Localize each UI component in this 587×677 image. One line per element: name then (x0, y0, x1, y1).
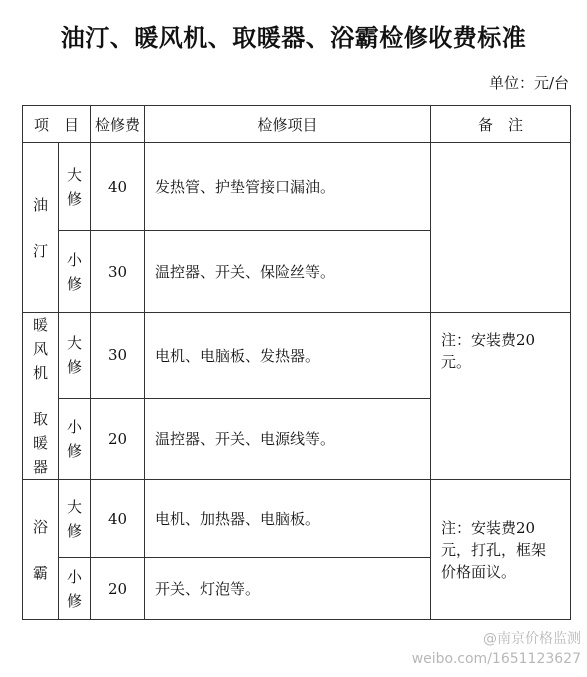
content-cell: 温控器、开关、保险丝等。 (145, 231, 431, 313)
item-name-char: 暖 (32, 434, 48, 452)
fee-cell: 40 (91, 480, 145, 558)
item-name-char: 油 (32, 195, 48, 214)
item-name-char: 霸 (32, 563, 48, 582)
note-cell: 注：安装费20元，打孔，框架价格面议。 (431, 480, 571, 620)
grade-char: 修 (67, 274, 83, 293)
table-row (23, 480, 571, 558)
grade-cell (59, 398, 91, 479)
fee-cell: 20 (91, 398, 145, 479)
grade-cell (59, 143, 91, 231)
watermark-url: weibo.com/1651123627 (411, 651, 581, 667)
content-cell: 电机、电脑板、发热器。 (145, 313, 431, 399)
grade-cell (59, 313, 91, 399)
item-name-cell (23, 313, 59, 480)
header-note: 备 注 (431, 106, 571, 143)
fee-cell: 40 (91, 143, 145, 231)
table-header-row (23, 106, 571, 143)
item-name-char: 器 (32, 458, 48, 476)
item-name-char: 取 (32, 410, 48, 428)
grade-char: 小 (67, 250, 83, 269)
item-name-char: 暖 (32, 316, 48, 334)
watermark (412, 629, 581, 669)
note-cell: 注：安装费20元。 (431, 313, 571, 480)
grade-char: 修 (67, 441, 83, 460)
item-name-char: 风 (32, 340, 48, 358)
grade-char: 小 (67, 567, 83, 586)
grade-cell (59, 480, 91, 558)
grade-cell (59, 558, 91, 620)
item-name-char: 机 (32, 364, 48, 382)
grade-char: 修 (67, 189, 83, 208)
grade-char: 大 (67, 497, 83, 516)
header-content: 检修项目 (145, 106, 431, 143)
content-cell: 开关、灯泡等。 (145, 558, 431, 620)
fee-table (22, 105, 571, 620)
header-fee: 检修费 (91, 106, 145, 143)
header-item: 项 目 (23, 106, 91, 143)
item-name-cell (23, 480, 59, 620)
content-cell: 温控器、开关、电源线等。 (145, 398, 431, 479)
content-cell: 电机、加热器、电脑板。 (145, 480, 431, 558)
grade-char: 修 (67, 591, 83, 610)
grade-char: 大 (67, 334, 83, 353)
content-cell: 发热管、护垫管接口漏油。 (145, 143, 431, 231)
table-row (23, 143, 571, 231)
item-name-cell (23, 143, 59, 313)
watermark-account: @南京价格监测 (483, 631, 581, 647)
fee-cell: 30 (91, 313, 145, 399)
item-name-char: 汀 (32, 241, 48, 260)
unit-label: 单位：元/台 (488, 74, 569, 92)
table-row (23, 313, 571, 399)
note-cell (431, 143, 571, 313)
fee-cell: 20 (91, 558, 145, 620)
grade-char: 大 (67, 165, 83, 184)
item-name-char: 浴 (32, 517, 48, 536)
fee-cell: 30 (91, 231, 145, 313)
page-title: 油汀、暖风机、取暖器、浴霸检修收费标准 (60, 24, 527, 52)
grade-char: 修 (67, 521, 83, 540)
grade-char: 修 (67, 358, 83, 377)
grade-char: 小 (67, 417, 83, 436)
grade-cell (59, 231, 91, 313)
